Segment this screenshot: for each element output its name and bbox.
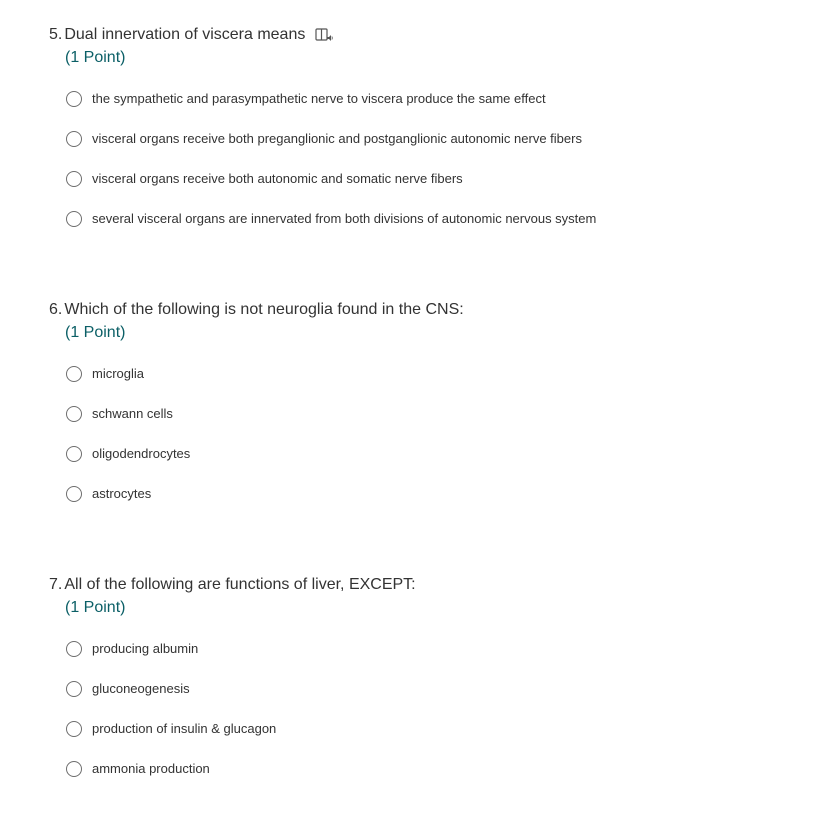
- option-item[interactable]: [66, 209, 596, 229]
- option-item[interactable]: [66, 719, 276, 739]
- radio-button[interactable]: [66, 406, 82, 422]
- option-item[interactable]: [66, 364, 190, 384]
- question-title: [49, 300, 809, 320]
- radio-button[interactable]: [66, 486, 82, 502]
- option-item[interactable]: [66, 639, 276, 659]
- option-label: astrocytes: [92, 486, 152, 501]
- option-label: microglia: [92, 366, 145, 381]
- option-label: schwann cells: [92, 406, 173, 421]
- radio-button[interactable]: [66, 641, 82, 657]
- question-points: (1 Point): [65, 324, 126, 341]
- question-title: [49, 575, 809, 595]
- option-label: visceral organs receive both preganglionic and postganglionic autonomic nerve fibers: [92, 131, 582, 146]
- option-label: production of insulin & glucagon: [92, 721, 277, 736]
- question-points: (1 Point): [65, 49, 126, 66]
- option-item[interactable]: [66, 484, 190, 504]
- option-label: gluconeogenesis: [92, 681, 190, 696]
- question-number: 5.: [49, 26, 63, 43]
- radio-button[interactable]: [66, 171, 82, 187]
- radio-button[interactable]: [66, 91, 82, 107]
- question-number: 6.: [49, 301, 63, 318]
- question-text: All of the following are functions of liver, EXCEPT:: [64, 576, 416, 593]
- option-item[interactable]: [66, 129, 596, 149]
- option-label: oligodendrocytes: [92, 446, 191, 461]
- question-7: [49, 575, 809, 776]
- radio-button[interactable]: [66, 366, 82, 382]
- radio-button[interactable]: [66, 721, 82, 737]
- option-item[interactable]: [66, 759, 276, 779]
- radio-button[interactable]: [66, 761, 82, 777]
- question-points: (1 Point): [65, 599, 126, 616]
- option-label: ammonia production: [92, 761, 210, 776]
- option-label: visceral organs receive both autonomic and somatic nerve fibers: [92, 171, 463, 186]
- question-5: [49, 25, 809, 226]
- option-label: producing albumin: [92, 641, 199, 656]
- question-text: Dual innervation of viscera means: [64, 26, 306, 43]
- question-title: [49, 25, 809, 45]
- immersive-reader-icon[interactable]: [315, 27, 333, 43]
- options-list: [66, 364, 190, 524]
- option-item[interactable]: [66, 444, 190, 464]
- radio-button[interactable]: [66, 446, 82, 462]
- option-label: several visceral organs are innervated from both divisions of autonomic nervous system: [92, 211, 597, 226]
- option-item[interactable]: [66, 169, 596, 189]
- radio-button[interactable]: [66, 681, 82, 697]
- option-item[interactable]: [66, 679, 276, 699]
- option-item[interactable]: [66, 89, 596, 109]
- option-item[interactable]: [66, 404, 190, 424]
- radio-button[interactable]: [66, 211, 82, 227]
- options-list: [66, 89, 596, 249]
- options-list: [66, 639, 276, 799]
- radio-button[interactable]: [66, 131, 82, 147]
- option-label: the sympathetic and parasympathetic nerve to viscera produce the same effect: [92, 91, 546, 106]
- question-text: Which of the following is not neuroglia found in the CNS:: [64, 301, 464, 318]
- question-6: [49, 300, 809, 501]
- question-number: 7.: [49, 576, 63, 593]
